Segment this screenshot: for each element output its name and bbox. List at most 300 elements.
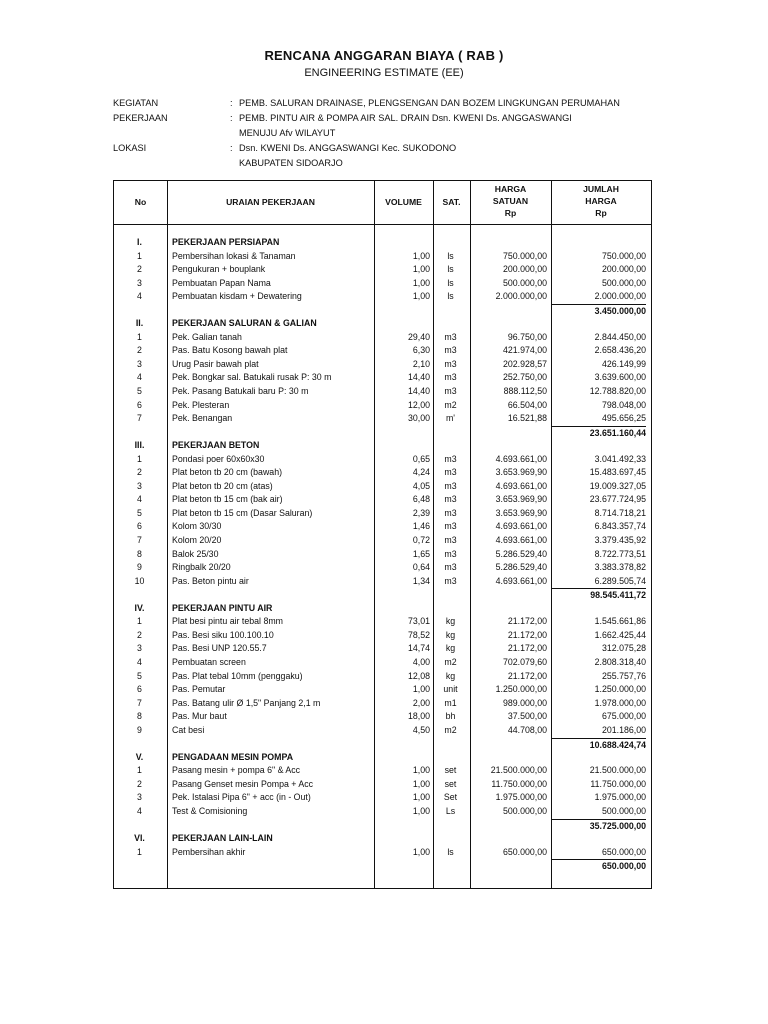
item-number: 1 (137, 846, 142, 857)
item-number: 10 (134, 575, 145, 586)
section-number: IV. (134, 602, 145, 613)
empty-cell (469, 439, 550, 453)
info-row-pekerjaan-cont (113, 126, 673, 141)
item-volume: 1,00 (412, 765, 430, 776)
item-number: 6 (137, 399, 142, 410)
empty-cell (373, 317, 432, 331)
column-header-sat: SAT. (442, 197, 461, 207)
item-total-price: 2.000.000,00 (594, 291, 646, 302)
item-number: 4 (137, 291, 142, 302)
item-number: 5 (137, 507, 142, 518)
item-unit: m3 (444, 480, 457, 491)
item-total-price: 426.149,99 (601, 358, 646, 369)
item-volume: 1,00 (412, 792, 430, 803)
info-label: KEGIATAN (113, 98, 159, 108)
subtotal-row (113, 304, 652, 318)
empty-cell (469, 832, 550, 846)
table-row (113, 331, 652, 345)
item-total-price: 2.808.318,40 (594, 656, 646, 667)
item-unit-price: 3.653.969,90 (495, 494, 547, 505)
item-total-price: 201.186,00 (601, 724, 646, 735)
table-row (113, 290, 652, 304)
item-volume: 0,65 (412, 453, 430, 464)
item-volume: 1,00 (412, 684, 430, 695)
item-description: Cat besi (172, 724, 205, 735)
item-number: 2 (137, 264, 142, 275)
item-unit: unit (443, 684, 458, 695)
empty-cell (469, 859, 550, 873)
subtotal-row (113, 819, 652, 833)
project-info (113, 96, 673, 171)
header-line: HARGA (494, 184, 527, 194)
item-volume: 2,10 (412, 358, 430, 369)
empty-cell (469, 317, 550, 331)
empty-cell (373, 819, 432, 833)
document-subtitle: ENGINEERING ESTIMATE (EE) (304, 67, 464, 79)
item-total-price: 500.000,00 (601, 805, 646, 816)
item-number: 4 (137, 805, 142, 816)
item-unit-price: 44.708,00 (507, 724, 547, 735)
item-unit-price: 16.521,88 (507, 413, 547, 424)
section-header-row (113, 439, 652, 453)
item-volume: 1,00 (412, 250, 430, 261)
table-row (113, 548, 652, 562)
subtotal-row (113, 737, 652, 751)
column-header-volume: VOLUME (385, 197, 422, 207)
item-number: 6 (137, 684, 142, 695)
item-volume: 6,30 (412, 345, 430, 356)
item-volume: 2,39 (412, 507, 430, 518)
item-number: 8 (137, 548, 142, 559)
table-row (113, 466, 652, 480)
section-header-row (113, 317, 652, 331)
empty-cell (373, 859, 432, 873)
item-description: Pas. Batu Kosong bawah plat (172, 345, 288, 356)
item-unit: m3 (444, 507, 457, 518)
table-row (113, 805, 652, 819)
info-value: KABUPATEN SIDOARJO (239, 158, 343, 168)
item-unit-price: 202.928,57 (502, 358, 547, 369)
table-row (113, 778, 652, 792)
empty-cell (550, 751, 652, 765)
item-total-price: 200.000,00 (601, 264, 646, 275)
empty-cell (373, 602, 432, 616)
item-total-price: 500.000,00 (601, 277, 646, 288)
section-title: PEKERJAAN PINTU AIR (172, 602, 273, 613)
item-volume: 1,00 (412, 846, 430, 857)
item-volume: 0,72 (412, 535, 430, 546)
item-unit: set (444, 765, 457, 776)
empty-cell (432, 426, 469, 440)
item-number: 2 (137, 629, 142, 640)
item-description: Pasang Genset mesin Pompa + Acc (172, 778, 314, 789)
item-unit: m3 (444, 358, 457, 369)
item-unit: ls (447, 846, 454, 857)
item-description: Pondasi poer 60x60x30 (172, 453, 265, 464)
item-unit: m' (445, 413, 455, 424)
item-total-price: 21.500.000,00 (589, 765, 646, 776)
item-number: 3 (137, 358, 142, 369)
table-row (113, 385, 652, 399)
item-description: Pembersihan akhir (172, 846, 246, 857)
item-description: Pembuatan kisdam + Dewatering (172, 291, 302, 302)
item-unit: m3 (444, 548, 457, 559)
table-row (113, 724, 652, 738)
item-description: Pembuatan screen (172, 656, 246, 667)
item-number: 1 (137, 250, 142, 261)
item-volume: 1,00 (412, 291, 430, 302)
empty-cell (373, 426, 432, 440)
item-description: Kolom 30/30 (172, 521, 222, 532)
header-line: SATUAN (492, 196, 529, 206)
item-number: 7 (137, 697, 142, 708)
item-description: Pek. Benangan (172, 413, 233, 424)
item-volume: 12,00 (407, 399, 430, 410)
empty-cell (373, 304, 432, 318)
item-unit-price: 3.653.969,90 (495, 507, 547, 518)
empty-cell (432, 859, 469, 873)
empty-cell (550, 832, 652, 846)
item-volume: 2,00 (412, 697, 430, 708)
item-unit-price: 3.653.969,90 (495, 467, 547, 478)
section-subtotal: 650.000,00 (552, 859, 646, 872)
table-row (113, 399, 652, 413)
item-unit-price: 11.750.000,00 (491, 778, 547, 789)
subtotal-cell (550, 819, 652, 833)
item-number: 5 (137, 670, 142, 681)
item-description: Ringbalk 20/20 (172, 562, 231, 573)
info-value: PEMB. SALURAN DRAINASE, PLENGSENGAN DAN BOZEM LINGKUNGAN PERUMAHAN (239, 98, 620, 108)
empty-cell (373, 439, 432, 453)
item-unit-price: 4.693.661,00 (495, 535, 547, 546)
info-row-kegiatan (113, 96, 673, 111)
item-number: 4 (137, 494, 142, 505)
subtotal-cell (550, 737, 652, 751)
item-description: Pek. Bongkar sal. Batukali rusak P: 30 m (172, 372, 332, 383)
item-unit: set (444, 778, 457, 789)
item-unit-price: 4.693.661,00 (495, 453, 547, 464)
empty-cell (432, 737, 469, 751)
item-total-price: 495.656,25 (601, 413, 646, 424)
section-subtotal: 23.651.160,44 (552, 426, 646, 439)
subtotal-row (113, 588, 652, 602)
item-number: 5 (137, 386, 142, 397)
item-number: 7 (137, 413, 142, 424)
section-header-row (113, 832, 652, 846)
info-row-pekerjaan (113, 111, 673, 126)
table-row (113, 656, 652, 670)
item-volume: 1,00 (412, 277, 430, 288)
column-header-uraian: URAIAN PEKERJAAN (226, 197, 315, 207)
table-row (113, 453, 652, 467)
section-number: II. (135, 318, 144, 329)
subtotal-row (113, 426, 652, 440)
item-number: 1 (137, 616, 142, 627)
item-number: 1 (137, 453, 142, 464)
item-total-price: 750.000,00 (601, 250, 646, 261)
item-number: 8 (137, 711, 142, 722)
item-total-price: 19.009.327,05 (589, 480, 646, 491)
item-description: Pas. Mur baut (172, 711, 227, 722)
item-total-price: 15.483.697,45 (589, 467, 646, 478)
item-total-price: 1.978.000,00 (594, 697, 646, 708)
item-unit-price: 200.000,00 (502, 264, 547, 275)
empty-cell (373, 737, 432, 751)
table-row (113, 534, 652, 548)
table-row (113, 358, 652, 372)
item-total-price: 255.757,76 (601, 670, 646, 681)
item-total-price: 3.383.378,82 (594, 562, 646, 573)
item-description: Pek. Plesteran (172, 399, 230, 410)
table-row (113, 683, 652, 697)
item-number: 3 (137, 792, 142, 803)
table-row (113, 615, 652, 629)
table-row (113, 642, 652, 656)
table-row (113, 507, 652, 521)
item-volume: 30,00 (407, 413, 430, 424)
item-volume: 12,08 (407, 670, 430, 681)
table-row (113, 629, 652, 643)
item-unit-price: 989.000,00 (502, 697, 547, 708)
budget-table-body (113, 236, 652, 873)
item-total-price: 675.000,00 (601, 711, 646, 722)
item-unit-price: 96.750,00 (507, 331, 547, 342)
item-unit: m3 (444, 467, 457, 478)
info-label (113, 156, 230, 171)
item-number: 3 (137, 643, 142, 654)
item-unit-price: 4.693.661,00 (495, 575, 547, 586)
item-description: Plat besi pintu air tebal 8mm (172, 616, 283, 627)
item-unit-price: 21.172,00 (507, 643, 547, 654)
info-value: Dsn. KWENI Ds. ANGGASWANGI Kec. SUKODONO (239, 143, 457, 153)
item-unit: ls (447, 291, 454, 302)
empty-cell (432, 602, 469, 616)
info-colon: : (230, 113, 233, 123)
section-subtotal: 98.545.411,72 (552, 588, 646, 601)
item-description: Pek. Istalasi Pipa 6" + acc (in - Out) (172, 792, 311, 803)
item-unit: m3 (444, 372, 457, 383)
subtotal-cell (550, 588, 652, 602)
empty-cell (469, 751, 550, 765)
item-number: 3 (137, 277, 142, 288)
header-line: JUMLAH (583, 184, 619, 194)
section-number: I. (137, 237, 142, 247)
document-title: RENCANA ANGGARAN BIAYA ( RAB ) (264, 48, 504, 63)
empty-cell (373, 236, 432, 250)
empty-cell (432, 304, 469, 318)
item-unit-price: 21.172,00 (507, 670, 547, 681)
subtotal-row (113, 859, 652, 873)
item-unit: m3 (444, 453, 457, 464)
item-unit: kg (445, 629, 456, 640)
table-row (113, 493, 652, 507)
item-unit: m1 (444, 697, 457, 708)
empty-cell (373, 751, 432, 765)
info-value: MENUJU Afv WILAYUT (239, 128, 336, 138)
item-unit-price: 66.504,00 (507, 399, 547, 410)
item-unit-price: 702.079,60 (502, 656, 547, 667)
item-description: Pembuatan Papan Nama (172, 277, 271, 288)
item-volume: 1,65 (412, 548, 430, 559)
empty-cell (432, 832, 469, 846)
empty-cell (550, 439, 652, 453)
item-total-price: 3.041.492,33 (594, 453, 646, 464)
table-row (113, 697, 652, 711)
item-total-price: 798.048,00 (601, 399, 646, 410)
item-unit: ls (447, 250, 454, 261)
section-title: PEKERJAAN BETON (172, 440, 260, 451)
item-unit-price: 4.693.661,00 (495, 480, 547, 491)
item-number: 2 (137, 345, 142, 356)
item-volume: 4,50 (412, 724, 430, 735)
item-description: Plat beton tb 15 cm (bak air) (172, 494, 283, 505)
info-colon: : (230, 98, 233, 108)
item-unit: kg (445, 616, 456, 627)
item-total-price: 3.379.435,92 (594, 535, 646, 546)
item-unit-price: 21.172,00 (507, 629, 547, 640)
empty-cell (432, 819, 469, 833)
item-unit: m3 (444, 345, 457, 356)
item-volume: 78,52 (407, 629, 430, 640)
item-unit-price: 1.975.000,00 (495, 792, 547, 803)
empty-cell (166, 588, 373, 602)
item-description: Balok 25/30 (172, 548, 219, 559)
empty-cell (432, 236, 469, 250)
item-unit: ls (447, 264, 454, 275)
item-description: Pas. Plat tebal 10mm (penggaku) (172, 670, 303, 681)
empty-cell (469, 426, 550, 440)
empty-cell (166, 304, 373, 318)
empty-cell (432, 317, 469, 331)
section-number: V. (135, 751, 144, 762)
item-volume: 1,46 (412, 521, 430, 532)
column-header-no: No (134, 197, 147, 207)
header-divider (114, 224, 651, 225)
header-line: HARGA (585, 196, 617, 206)
item-total-price: 8.714.718,21 (594, 507, 646, 518)
item-unit: Set (443, 792, 458, 803)
empty-cell (550, 236, 652, 250)
item-unit-price: 37.500,00 (507, 711, 547, 722)
section-subtotal: 10.688.424,74 (552, 738, 646, 751)
empty-cell (469, 737, 550, 751)
item-number: 2 (137, 467, 142, 478)
section-title: PEKERJAAN LAIN-LAIN (172, 833, 273, 844)
item-total-price: 12.788.820,00 (589, 386, 646, 397)
empty-cell (550, 602, 652, 616)
item-volume: 29,40 (407, 331, 430, 342)
item-description: Kolom 20/20 (172, 535, 222, 546)
table-row (113, 344, 652, 358)
item-total-price: 312.075,28 (601, 643, 646, 654)
item-number: 3 (137, 480, 142, 491)
section-number: VI. (134, 833, 145, 844)
item-unit: m2 (444, 724, 457, 735)
item-number: 1 (137, 765, 142, 776)
section-title: PEKERJAAN PERSIAPAN (172, 237, 280, 247)
item-unit: m3 (444, 494, 457, 505)
table-row (113, 846, 652, 860)
item-total-price: 6.843.357,74 (594, 521, 646, 532)
empty-cell (432, 588, 469, 602)
item-unit-price: 4.693.661,00 (495, 521, 547, 532)
info-row-lokasi (113, 141, 673, 156)
info-row-lokasi-cont (113, 156, 673, 171)
column-header-harga-satuan (470, 183, 551, 219)
item-volume: 4,00 (412, 656, 430, 667)
item-volume: 1,00 (412, 778, 430, 789)
item-unit-price: 500.000,00 (502, 277, 547, 288)
item-description: Pas. Beton pintu air (172, 575, 249, 586)
item-description: Urug Pasir bawah plat (172, 358, 259, 369)
item-volume: 14,40 (407, 386, 430, 397)
item-number: 2 (137, 778, 142, 789)
item-description: Plat beton tb 20 cm (bawah) (172, 467, 283, 478)
empty-cell (469, 304, 550, 318)
item-total-price: 1.250.000,00 (594, 684, 646, 695)
empty-cell (113, 819, 166, 833)
table-row (113, 575, 652, 589)
table-row (113, 250, 652, 264)
empty-cell (469, 588, 550, 602)
header-line: Rp (595, 208, 607, 218)
empty-cell (166, 426, 373, 440)
item-description: Pas. Batang ulir Ø 1,5" Panjang 2,1 m (172, 697, 321, 708)
item-unit: m3 (444, 521, 457, 532)
table-row (113, 670, 652, 684)
section-header-row (113, 751, 652, 765)
table-row (113, 371, 652, 385)
item-unit-price: 650.000,00 (502, 846, 547, 857)
header-line: Rp (504, 208, 517, 218)
item-unit-price: 21.172,00 (507, 616, 547, 627)
item-total-price: 23.677.724,95 (589, 494, 646, 505)
info-label: LOKASI (113, 143, 147, 153)
item-volume: 4,24 (412, 467, 430, 478)
item-unit-price: 888.112,50 (503, 386, 547, 397)
table-row (113, 791, 652, 805)
table-row (113, 520, 652, 534)
item-unit-price: 1.250.000,00 (495, 684, 547, 695)
item-number: 4 (137, 372, 142, 383)
item-description: Pengukuran + bouplank (172, 264, 266, 275)
empty-cell (166, 819, 373, 833)
table-row (113, 764, 652, 778)
empty-cell (550, 317, 652, 331)
item-description: Pas. Pemutar (172, 684, 226, 695)
table-row (113, 412, 652, 426)
item-number: 4 (137, 656, 142, 667)
item-volume: 14,74 (407, 643, 430, 654)
item-total-price: 650.000,00 (601, 846, 646, 857)
item-unit: m3 (444, 386, 457, 397)
item-volume: 6,48 (412, 494, 430, 505)
empty-cell (113, 737, 166, 751)
empty-cell (469, 602, 550, 616)
item-volume: 1,00 (412, 264, 430, 275)
empty-cell (166, 859, 373, 873)
empty-cell (113, 588, 166, 602)
item-description: Plat beton tb 15 cm (Dasar Saluran) (172, 507, 313, 518)
item-unit-price: 5.286.529,40 (495, 548, 547, 559)
empty-cell (432, 751, 469, 765)
item-total-price: 1.662.425,44 (594, 629, 646, 640)
item-volume: 0,64 (412, 562, 430, 573)
item-volume: 1,34 (412, 575, 430, 586)
empty-cell (166, 737, 373, 751)
item-total-price: 6.289.505,74 (594, 575, 646, 586)
item-unit: m3 (444, 535, 457, 546)
